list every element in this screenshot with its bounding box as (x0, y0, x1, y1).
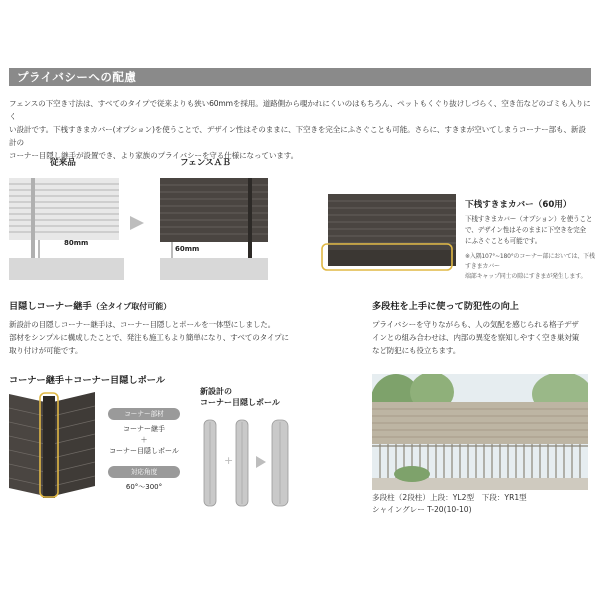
intro-paragraph (9, 97, 591, 162)
multi-section-title: 多段柱を上手に使って防犯性の向上 (372, 301, 519, 312)
arrow-right-icon (128, 214, 146, 232)
new-fence-illustration (160, 170, 268, 280)
parts-pill: コーナー部材 (108, 408, 180, 420)
old-gap-label: 80mm (64, 239, 89, 247)
photo-caption-line: シャイングレー T-20(10-10) (372, 505, 472, 514)
new-pole-line: 新設計の (200, 387, 232, 396)
cover-note (465, 252, 595, 282)
parts-line: コーナー目隠しポール (109, 447, 179, 455)
cover-description (465, 214, 595, 247)
pole-part-1 (204, 420, 216, 506)
section-title: プライバシーへの配慮 (17, 70, 137, 84)
intro-line: い設計です。下桟すきまカバー(オプション)を使うことで、デザイン性はそのままに、下空きを完全にふさぐことも可能。さらに、すきまが空いてしまうコーナー部も、新設計の (9, 125, 586, 147)
corner-title: 目隠しコーナー継手 (9, 301, 92, 312)
cover-line: で、デザイン性はそのままに下空きを完全 (465, 226, 586, 234)
new-pole-line: コーナー目隠しポール (200, 398, 280, 407)
photo-caption-line: 多段柱（2段柱）上段：YL2型 下段：YR1型 (372, 493, 527, 502)
multi-body (372, 318, 594, 357)
new-product-label: フェンスＡＢ (180, 158, 231, 168)
corner-joint-illustration (9, 388, 99, 498)
corner-section-title (9, 298, 171, 312)
cover-note-line: 端部キャップ同士の隙にすきまが発生します。 (465, 273, 587, 280)
corner-body-line: 新設計の目隠しコーナー継手は、コーナー目隠しとポールを一体型にしました。 (9, 320, 276, 329)
parts-list (100, 424, 188, 457)
new-gap-label: 60mm (175, 245, 200, 253)
corner-body-line: 取り付けが可能です。 (9, 346, 83, 355)
corner-sub-title: コーナー継手＋コーナー目隠しポール (9, 375, 166, 386)
fence-photo (372, 374, 588, 490)
multi-body-line: プライバシーを守りながらも、人の気配を感じられる格子デザ (372, 320, 579, 329)
arrow-right-icon (256, 456, 266, 468)
angle-value: 60°～300° (125, 483, 163, 491)
parts-plus: ＋ (140, 436, 148, 444)
new-pole-label (200, 386, 280, 408)
bottom-cover-illustration (318, 188, 456, 274)
old-product-label: 従来品 (50, 158, 76, 168)
pole-parts-illustration (196, 414, 306, 510)
corner-body-line: 部材をシンプルに構成したことで、発注も施工もより簡単になり、すべてのタイプに (9, 333, 289, 342)
angle-pill: 対応角度 (108, 466, 180, 478)
pole-part-2 (236, 420, 248, 506)
multi-body-line: など防犯にも役立ちます。 (372, 346, 461, 355)
corner-title-sub: （全タイプ取付可能） (91, 302, 172, 311)
intro-line: コーナー目隠し継手が設置でき、より家族のプライバシーを守る仕様になっています。 (9, 151, 299, 160)
corner-body (9, 318, 299, 357)
cover-note-line: ※入隅107°~180°のコーナー部においては、下桟すきまカバー (465, 253, 595, 270)
section-banner (9, 68, 591, 86)
photo-caption (372, 492, 594, 516)
cover-title: 下桟すきまカバー（60用） (465, 200, 572, 210)
multi-body-line: インとの組み合わせは、内部の異変を察知しやすく空き巣対策 (372, 333, 580, 342)
intro-line: フェンスの下空き寸法は、すべてのタイプで従来よりも狭い60mmを採用。道路側から覗かれにくいのはもちろん、ペットもくぐり抜けしづらく、空き缶などのゴミも入りにく (9, 99, 591, 121)
pole-part-combined (272, 420, 288, 506)
old-fence-illustration (9, 170, 124, 280)
cover-line: にふさぐことも可能です。 (465, 237, 542, 245)
plus-icon: + (224, 454, 234, 467)
cover-line: 下桟すきまカバー（オプション）を使うこと (465, 215, 593, 223)
parts-line: コーナー継手 (123, 425, 165, 433)
